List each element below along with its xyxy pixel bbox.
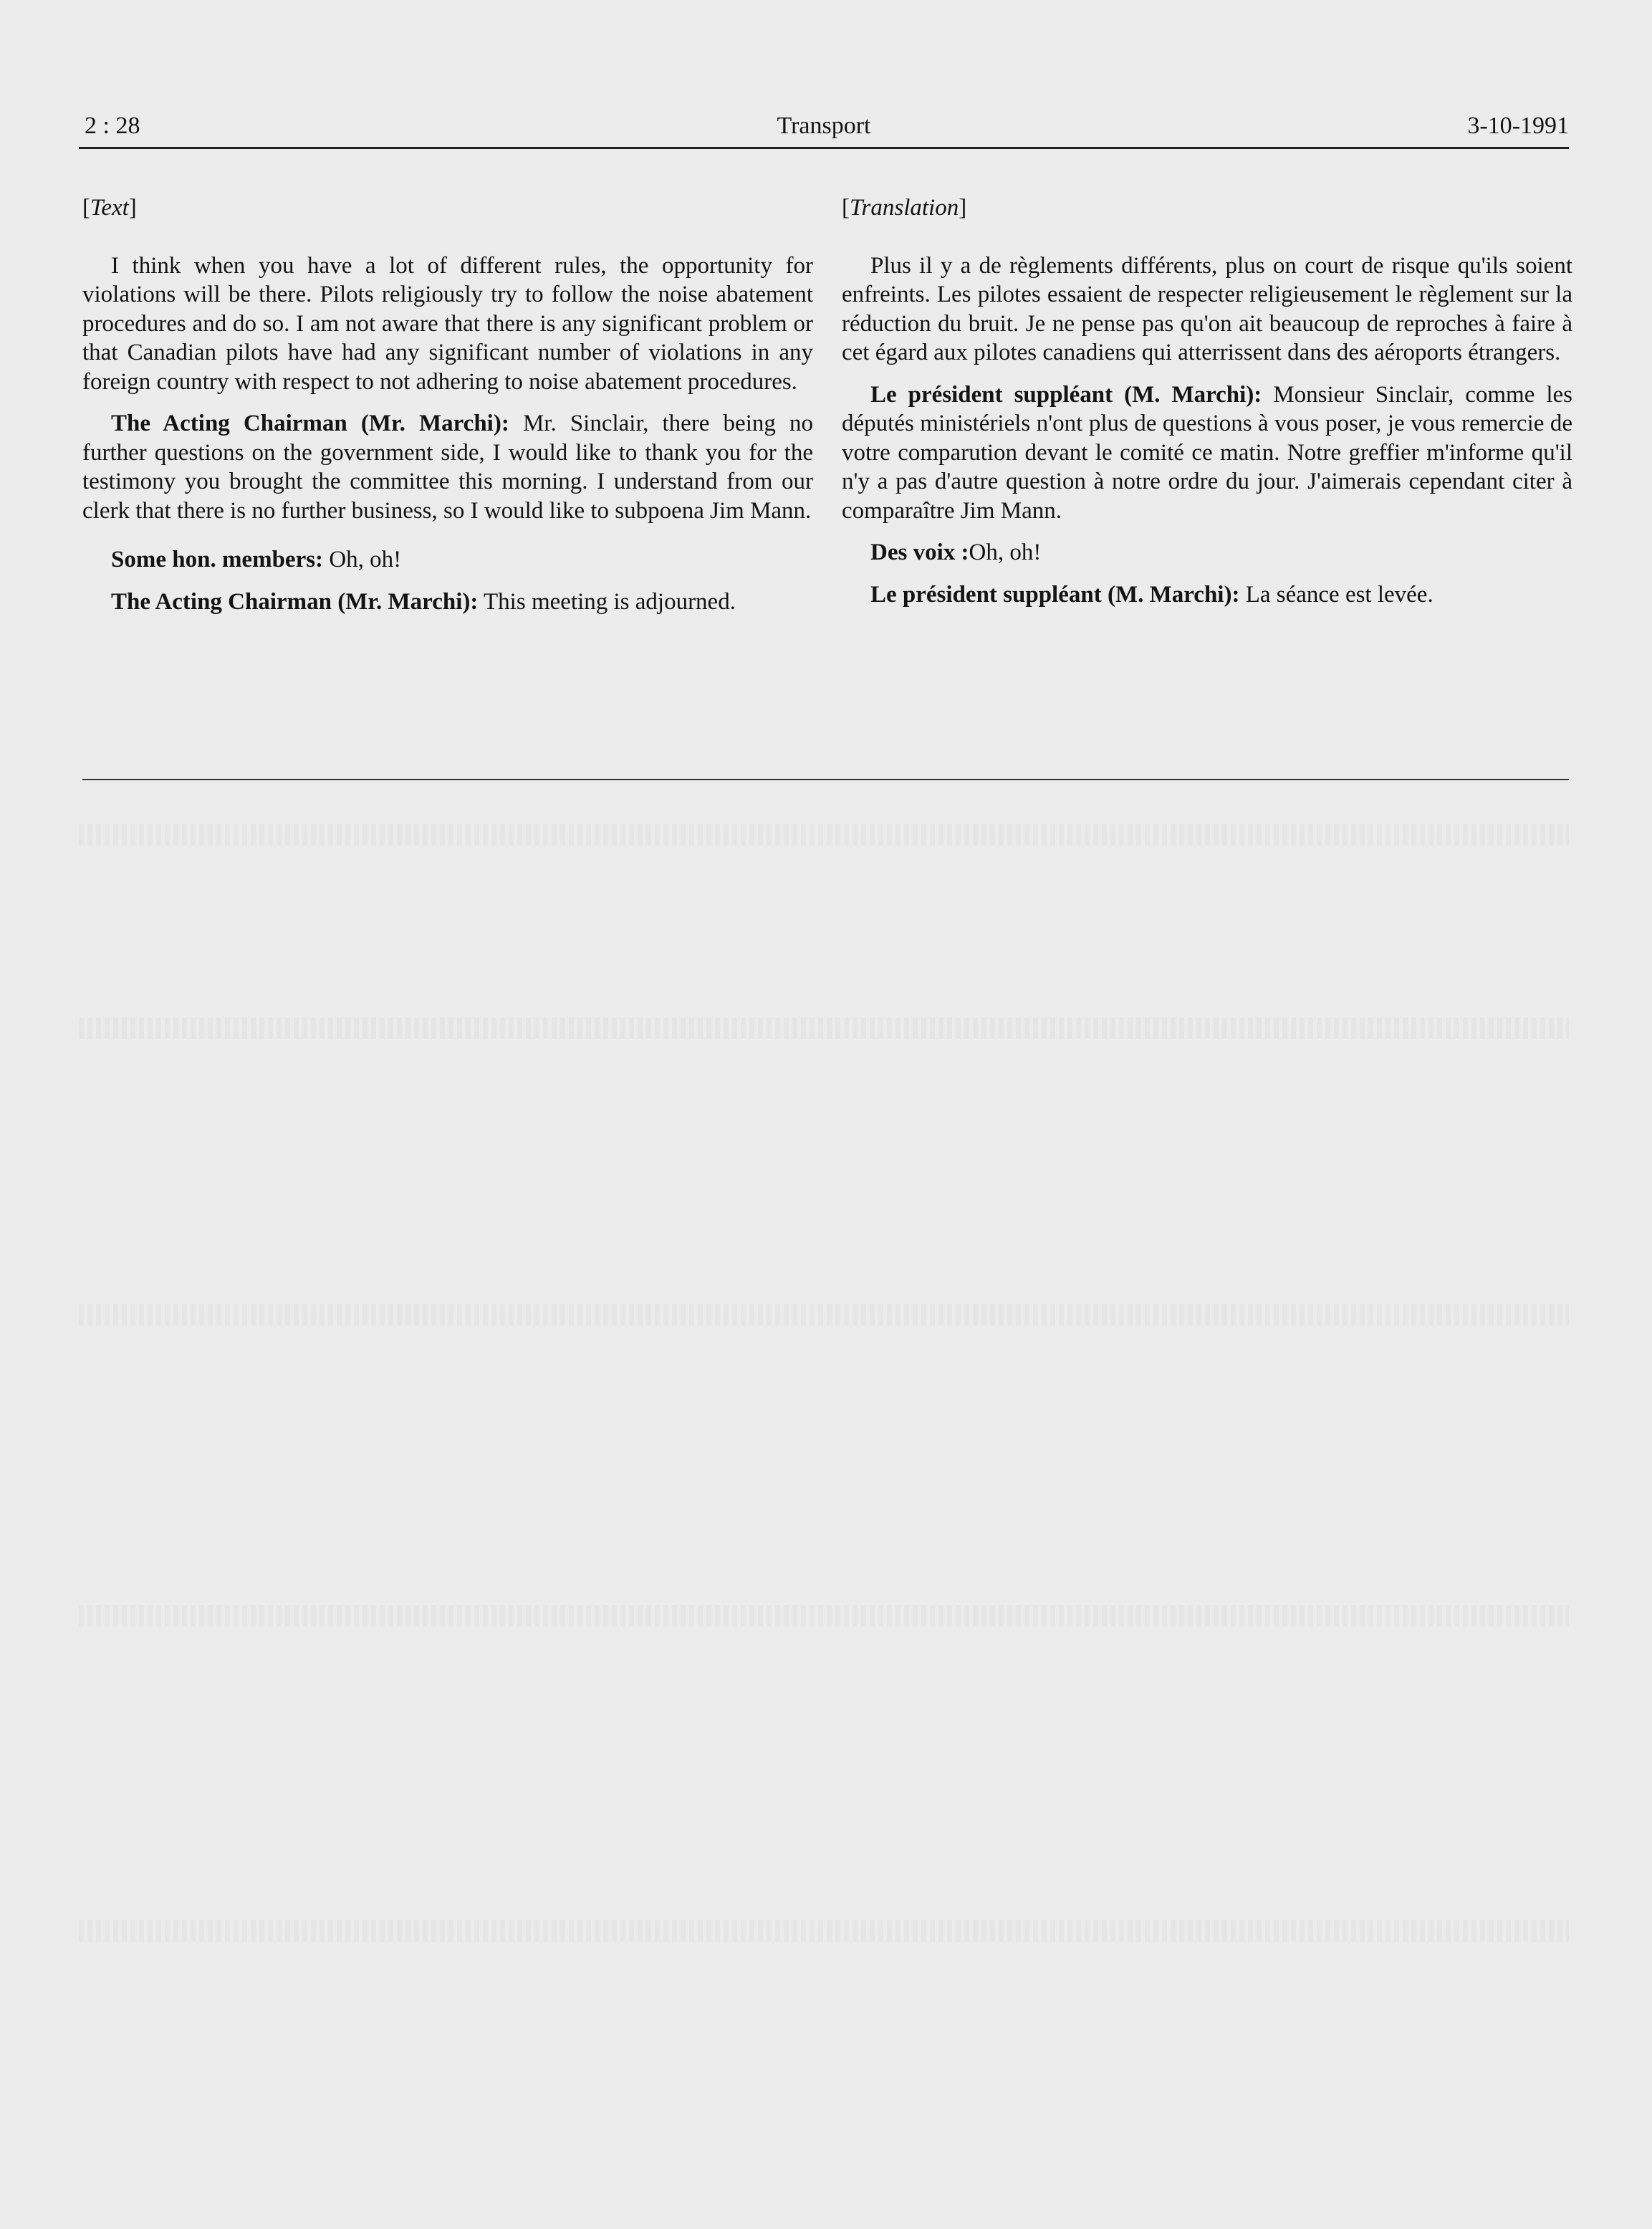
speaker-name: Le président suppléant (M. Marchi): bbox=[870, 381, 1262, 408]
speaker-name: Des voix : bbox=[870, 540, 969, 565]
column-tag: [Text] bbox=[82, 195, 137, 221]
column-tag: [Translation] bbox=[842, 195, 967, 221]
paragraph-text: Plus il y a de règlements différents, plus on court de risque qu'ils soient enfreints. Les pilotes essaient de respecter religieusement le règlement sur la réduction du bruit. Je ne pense pas qu'on ait beaucoup de reproches à faire à cet égard aux pilotes canadiens qui atterrissent dans des aéroports étrangers. bbox=[842, 252, 1572, 365]
bleed-through-texture bbox=[79, 1605, 1569, 1626]
speaker-name: The Acting Chairman (Mr. Marchi): bbox=[111, 411, 509, 436]
paragraph-text: Oh, oh! bbox=[969, 540, 1042, 565]
page-date: 3-10-1991 bbox=[1467, 112, 1569, 139]
paragraph bbox=[842, 580, 1572, 610]
end-of-text-rule bbox=[82, 779, 1569, 780]
paragraph-text: I think when you have a lot of different rules, the opportunity for violations will be there. Pilots religiously try to follow the noise abatement procedures and do so. I am not aware that there is any significant problem or that Canadian pilots have had any significant number of violations in any foreign country with respect to not adhering to noise abatement procedures. bbox=[82, 252, 813, 395]
column-tag-label: Text bbox=[90, 195, 129, 221]
paragraph bbox=[82, 588, 813, 617]
paragraph-text: Monsieur Sinclair, comme les députés ministériels n'ont plus de questions à vous poser, je vous remercie de votre comparution devant le comité ce matin. Notre greffier m'informe qu'il n'y a pas d'autre question à notre ordre du jour. J'aimerais cependant citer à comparaître Jim Mann. bbox=[842, 381, 1572, 524]
paragraph-text: This meeting is adjourned. bbox=[478, 588, 736, 615]
paragraph bbox=[842, 380, 1572, 526]
page-number: 2 : 28 bbox=[85, 112, 140, 139]
paragraph bbox=[82, 409, 813, 525]
column-tag-label: Translation bbox=[850, 195, 959, 221]
bleed-through-texture bbox=[79, 1017, 1569, 1039]
speaker-name: The Acting Chairman (Mr. Marchi): bbox=[111, 588, 479, 615]
french-column bbox=[842, 193, 1572, 622]
paragraph bbox=[842, 538, 1572, 567]
bleed-through-texture bbox=[79, 824, 1569, 845]
paragraph-text: Oh, oh! bbox=[323, 547, 402, 572]
paragraph-text: La séance est levée. bbox=[1239, 581, 1434, 608]
header-divider bbox=[79, 147, 1569, 149]
publication-title: Transport bbox=[777, 112, 871, 139]
speaker-name: Some hon. members: bbox=[111, 547, 324, 572]
paragraph-text: Mr. Sinclair, there being no further questions on the government side, I would like to thank you for the testimony you brought the committee this morning. I understand from our clerk that there is no further business, so I would like to subpoena Jim Mann. bbox=[82, 411, 813, 524]
paragraph bbox=[82, 545, 813, 575]
speaker-name: Le président suppléant (M. Marchi): bbox=[870, 581, 1240, 608]
english-column bbox=[82, 193, 813, 629]
bleed-through-texture bbox=[79, 1304, 1569, 1326]
bleed-through-texture bbox=[79, 1920, 1569, 1942]
paragraph bbox=[842, 251, 1572, 368]
running-header bbox=[79, 107, 1569, 145]
paragraph bbox=[82, 251, 813, 397]
